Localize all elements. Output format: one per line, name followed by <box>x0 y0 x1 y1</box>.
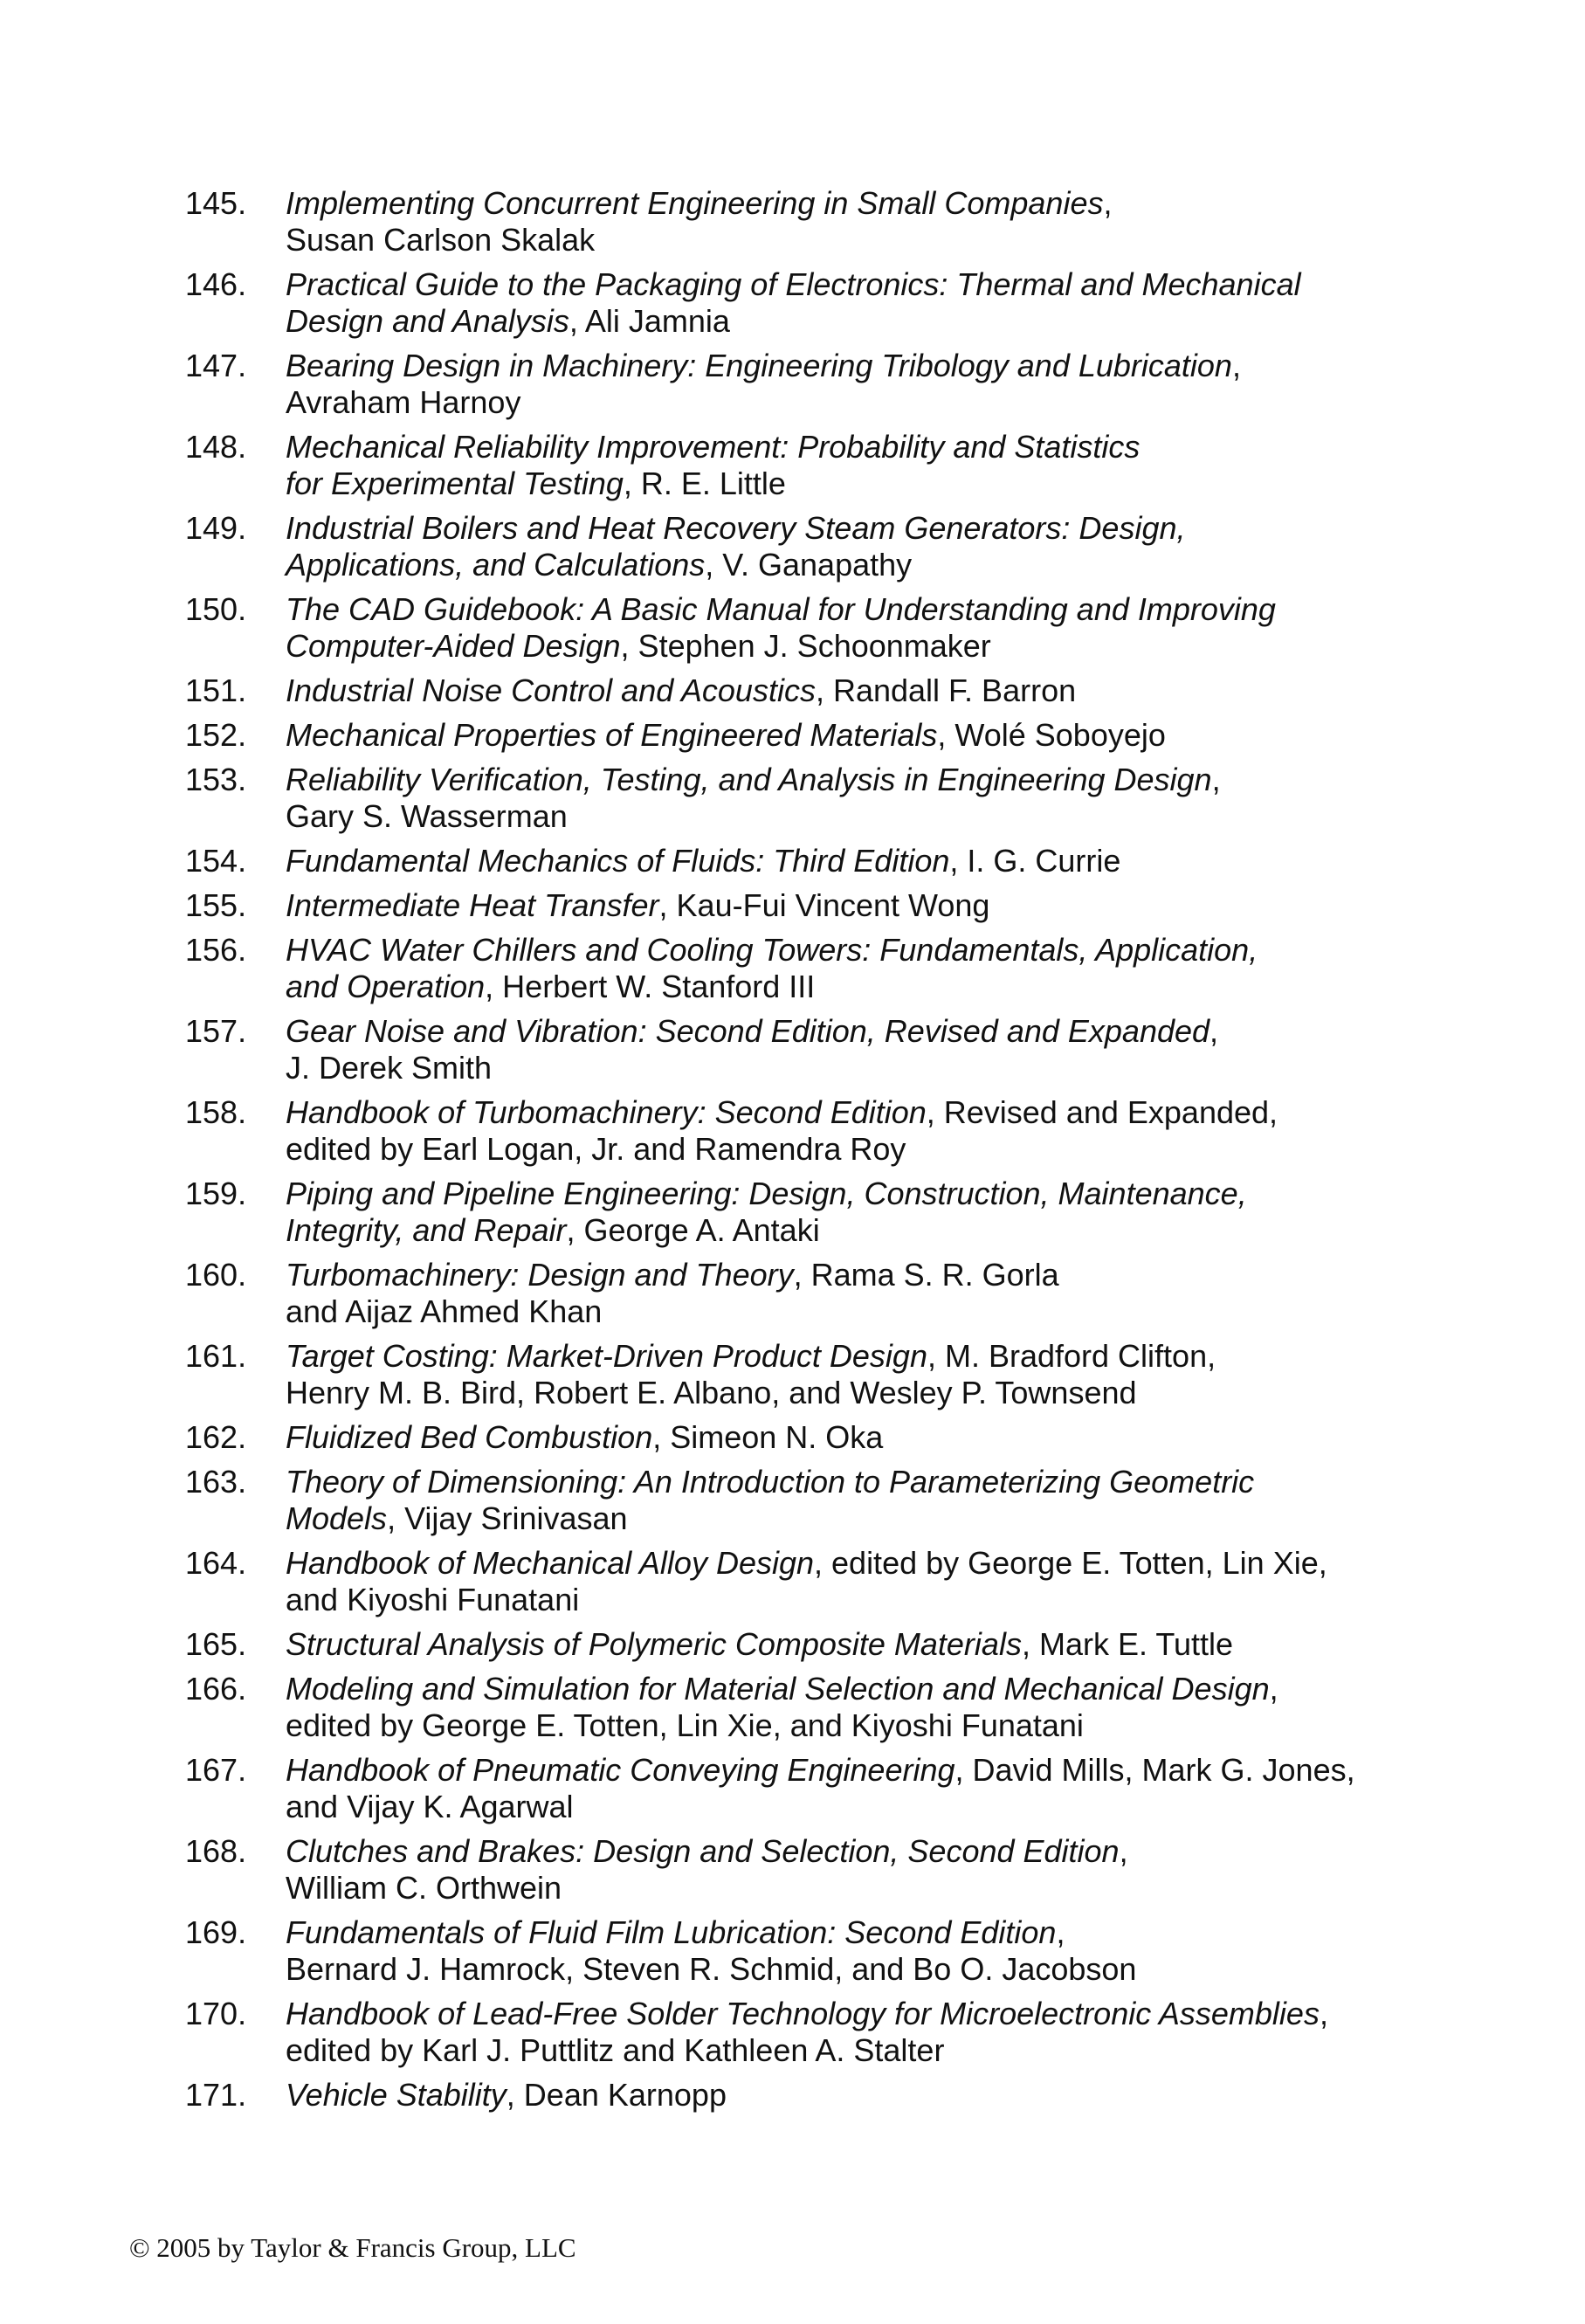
book-title: Implementing Concurrent Engineering in Small Companies <box>286 185 1104 221</box>
entry-line <box>286 591 1438 628</box>
entry-text <box>286 1094 1438 1168</box>
entry-line <box>286 1671 1438 1707</box>
entry-line <box>286 1131 1438 1168</box>
entry-number: 164. <box>185 1545 247 1581</box>
entry-line <box>286 2077 1438 2114</box>
entry-line <box>286 465 1438 502</box>
entry-line <box>286 384 1438 421</box>
entry-text <box>286 1419 1438 1456</box>
entry-number: 146. <box>185 266 247 302</box>
entry-number: 158. <box>185 1094 247 1130</box>
author-text: , Stephen J. Schoonmaker <box>620 628 991 664</box>
entry-text <box>286 1833 1438 1907</box>
book-title: Vehicle Stability <box>286 2077 507 2113</box>
book-title: Structural Analysis of Polymeric Composite Materials <box>286 1626 1022 1662</box>
author-text: edited by George E. Totten, Lin Xie, and Kiyoshi Funatani <box>286 1707 1084 1743</box>
entry-line <box>286 547 1438 583</box>
entry-line <box>286 717 1438 754</box>
entry-line <box>286 969 1438 1005</box>
entry-line <box>286 429 1438 465</box>
book-title: Design and Analysis <box>286 303 569 339</box>
entry-line <box>286 843 1438 879</box>
entry-line <box>286 185 1438 222</box>
entry-line <box>286 266 1438 303</box>
book-title: Fundamentals of Fluid Film Lubrication: Second Edition <box>286 1914 1057 1950</box>
entry-text <box>286 1013 1438 1086</box>
entry-line <box>286 1833 1438 1870</box>
book-title: Practical Guide to the Packaging of Electronics: Thermal and Mechanical <box>286 266 1301 302</box>
entry-number: 161. <box>185 1338 247 1374</box>
entry-number: 159. <box>185 1176 247 1211</box>
author-text: , Vijay Srinivasan <box>387 1500 628 1536</box>
entry-number: 153. <box>185 762 247 797</box>
book-title: Modeling and Simulation for Material Selection and Mechanical Design <box>286 1671 1270 1707</box>
book-title: Mechanical Reliability Improvement: Probability and Statistics <box>286 429 1141 465</box>
entry-number: 156. <box>185 932 247 968</box>
entry-number: 149. <box>185 510 247 546</box>
entry-line <box>286 1707 1438 1744</box>
entry-number: 160. <box>185 1257 247 1293</box>
author-text: , Ali Jamnia <box>569 303 730 339</box>
author-text: Bernard J. Hamrock, Steven R. Schmid, and Bo O. Jacobson <box>286 1951 1137 1987</box>
author-text: , <box>1211 762 1221 797</box>
entry-text <box>286 348 1438 421</box>
entry-number: 148. <box>185 429 247 465</box>
entry-number: 162. <box>185 1419 247 1455</box>
entry-text <box>286 591 1438 665</box>
entry-line <box>286 510 1438 547</box>
entry-number: 155. <box>185 887 247 923</box>
author-text: , Dean Karnopp <box>506 2077 727 2113</box>
book-title: Handbook of Mechanical Alloy Design <box>286 1545 815 1581</box>
entry-text <box>286 266 1438 340</box>
author-text: , <box>1119 1833 1128 1869</box>
entry-number: 151. <box>185 672 247 708</box>
entry-line <box>286 1212 1438 1249</box>
book-title: Handbook of Turbomachinery: Second Edition <box>286 1094 927 1130</box>
book-title: Clutches and Brakes: Design and Selection, Second Edition <box>286 1833 1120 1869</box>
entry-line <box>286 348 1438 384</box>
entry-text <box>286 1671 1438 1744</box>
entry-line <box>286 1626 1438 1663</box>
author-text: edited by Karl J. Puttlitz and Kathleen A. Stalter <box>286 2032 945 2068</box>
book-title: Applications, and Calculations <box>286 547 706 583</box>
entry-number: 170. <box>185 1996 247 2031</box>
entry-line <box>286 1464 1438 1500</box>
book-title: Target Costing: Market-Driven Product Design <box>286 1338 927 1374</box>
author-text: , M. Bradford Clifton, <box>927 1338 1216 1374</box>
entry-number: 157. <box>185 1013 247 1049</box>
book-title: Integrity, and Repair <box>286 1212 567 1248</box>
author-text: , Rama S. R. Gorla <box>793 1257 1059 1293</box>
entry-text <box>286 1996 1438 2069</box>
entry-number: 166. <box>185 1671 247 1707</box>
entry-line <box>286 762 1438 798</box>
book-title: Piping and Pipeline Engineering: Design, Construction, Maintenance, <box>286 1176 1247 1211</box>
book-title: Fluidized Bed Combustion <box>286 1419 653 1455</box>
book-title: Bearing Design in Machinery: Engineering Tribology and Lubrication <box>286 348 1232 383</box>
author-text: Gary S. Wasserman <box>286 798 568 834</box>
entry-text <box>286 672 1438 709</box>
copyright-notice: © 2005 by Taylor & Francis Group, LLC <box>129 2232 576 2263</box>
entry-text <box>286 932 1438 1005</box>
author-text: William C. Orthwein <box>286 1870 562 1906</box>
entry-line <box>286 1870 1438 1907</box>
entry-line <box>286 303 1438 340</box>
author-text: , <box>1269 1671 1278 1707</box>
author-text: , Simeon N. Oka <box>652 1419 884 1455</box>
book-title: Handbook of Lead-Free Solder Technology for Microelectronic Assemblies <box>286 1996 1320 2031</box>
entry-number: 152. <box>185 717 247 753</box>
entry-line <box>286 1500 1438 1537</box>
author-text: , David Mills, Mark G. Jones, <box>954 1752 1355 1788</box>
entry-line <box>286 1375 1438 1411</box>
entry-line <box>286 1176 1438 1212</box>
author-text: , Mark E. Tuttle <box>1021 1626 1234 1662</box>
entry-text <box>286 717 1438 754</box>
book-title: Handbook of Pneumatic Conveying Engineering <box>286 1752 955 1788</box>
author-text: , V. Ganapathy <box>705 547 913 583</box>
book-title: The CAD Guidebook: A Basic Manual for Understanding and Improving <box>286 591 1276 627</box>
entry-text <box>286 2077 1438 2114</box>
entry-line <box>286 222 1438 259</box>
author-text: , <box>1231 348 1241 383</box>
author-text: , Randall F. Barron <box>815 672 1077 708</box>
book-title: for Experimental Testing <box>286 465 624 501</box>
author-text: , Revised and Expanded, <box>926 1094 1278 1130</box>
entry-line <box>286 932 1438 969</box>
entry-text <box>286 843 1438 879</box>
book-title: Computer-Aided Design <box>286 628 621 664</box>
entry-line <box>286 1419 1438 1456</box>
entry-number: 154. <box>185 843 247 879</box>
entry-line <box>286 1545 1438 1582</box>
author-text: , <box>1056 1914 1065 1950</box>
author-text: , Herbert W. Stanford III <box>485 969 816 1004</box>
author-text: , I. G. Currie <box>949 843 1121 879</box>
entry-number: 171. <box>185 2077 247 2113</box>
entry-text <box>286 887 1438 924</box>
entry-text <box>286 1752 1438 1825</box>
author-text: edited by Earl Logan, Jr. and Ramendra Roy <box>286 1131 906 1167</box>
entry-line <box>286 1752 1438 1789</box>
author-text: Susan Carlson Skalak <box>286 222 596 258</box>
book-title: Industrial Noise Control and Acoustics <box>286 672 816 708</box>
entry-text <box>286 1176 1438 1249</box>
entry-line <box>286 672 1438 709</box>
book-title: Turbomachinery: Design and Theory <box>286 1257 794 1293</box>
entry-number: 169. <box>185 1914 247 1950</box>
entry-text <box>286 1338 1438 1411</box>
entry-number: 167. <box>185 1752 247 1788</box>
book-title: Industrial Boilers and Heat Recovery Steam Generators: Design, <box>286 510 1186 546</box>
author-text: , Wolé Soboyejo <box>937 717 1166 753</box>
book-title: Fundamental Mechanics of Fluids: Third Edition <box>286 843 950 879</box>
author-text: , Kau-Fui Vincent Wong <box>658 887 990 923</box>
entry-text <box>286 762 1438 835</box>
entry-number: 168. <box>185 1833 247 1869</box>
author-text: , George A. Antaki <box>566 1212 820 1248</box>
entry-line <box>286 1050 1438 1086</box>
author-text: , <box>1209 1013 1219 1049</box>
entry-number: 163. <box>185 1464 247 1500</box>
entry-line <box>286 1257 1438 1293</box>
entry-text <box>286 185 1438 259</box>
author-text: and Aijaz Ahmed Khan <box>286 1293 603 1329</box>
author-text: , <box>1319 1996 1328 2031</box>
book-title: Reliability Verification, Testing, and Analysis in Engineering Design <box>286 762 1212 797</box>
author-text: Avraham Harnoy <box>286 384 521 420</box>
entry-line <box>286 1338 1438 1375</box>
entry-line <box>286 887 1438 924</box>
entry-line <box>286 1094 1438 1131</box>
author-text: and Kiyoshi Funatani <box>286 1582 580 1617</box>
entry-number: 150. <box>185 591 247 627</box>
entry-line <box>286 798 1438 835</box>
entry-line <box>286 628 1438 665</box>
book-title: Theory of Dimensioning: An Introduction to Parameterizing Geometric <box>286 1464 1255 1500</box>
author-text: , <box>1103 185 1113 221</box>
entry-line <box>286 1996 1438 2032</box>
entry-text <box>286 1464 1438 1537</box>
entry-text <box>286 429 1438 502</box>
entry-text <box>286 1626 1438 1663</box>
entry-line <box>286 1789 1438 1825</box>
book-title: Intermediate Heat Transfer <box>286 887 659 923</box>
book-title: and Operation <box>286 969 486 1004</box>
entry-number: 165. <box>185 1626 247 1662</box>
entry-text <box>286 510 1438 583</box>
entry-line <box>286 2032 1438 2069</box>
author-text: and Vijay K. Agarwal <box>286 1789 574 1824</box>
book-title: Mechanical Properties of Engineered Materials <box>286 717 938 753</box>
book-title: Gear Noise and Vibration: Second Edition, Revised and Expanded <box>286 1013 1210 1049</box>
book-title: HVAC Water Chillers and Cooling Towers: Fundamentals, Application, <box>286 932 1258 968</box>
entry-text <box>286 1545 1438 1618</box>
entry-line <box>286 1293 1438 1330</box>
entry-text <box>286 1914 1438 1988</box>
entry-number: 145. <box>185 185 247 221</box>
author-text: , edited by George E. Totten, Lin Xie, <box>814 1545 1327 1581</box>
entry-line <box>286 1951 1438 1988</box>
entry-number: 147. <box>185 348 247 383</box>
author-text: J. Derek Smith <box>286 1050 493 1086</box>
book-title: Models <box>286 1500 388 1536</box>
author-text: Henry M. B. Bird, Robert E. Albano, and Wesley P. Townsend <box>286 1375 1137 1410</box>
entry-line <box>286 1914 1438 1951</box>
author-text: , R. E. Little <box>623 465 786 501</box>
entry-text <box>286 1257 1438 1330</box>
entry-line <box>286 1013 1438 1050</box>
entry-line <box>286 1582 1438 1618</box>
